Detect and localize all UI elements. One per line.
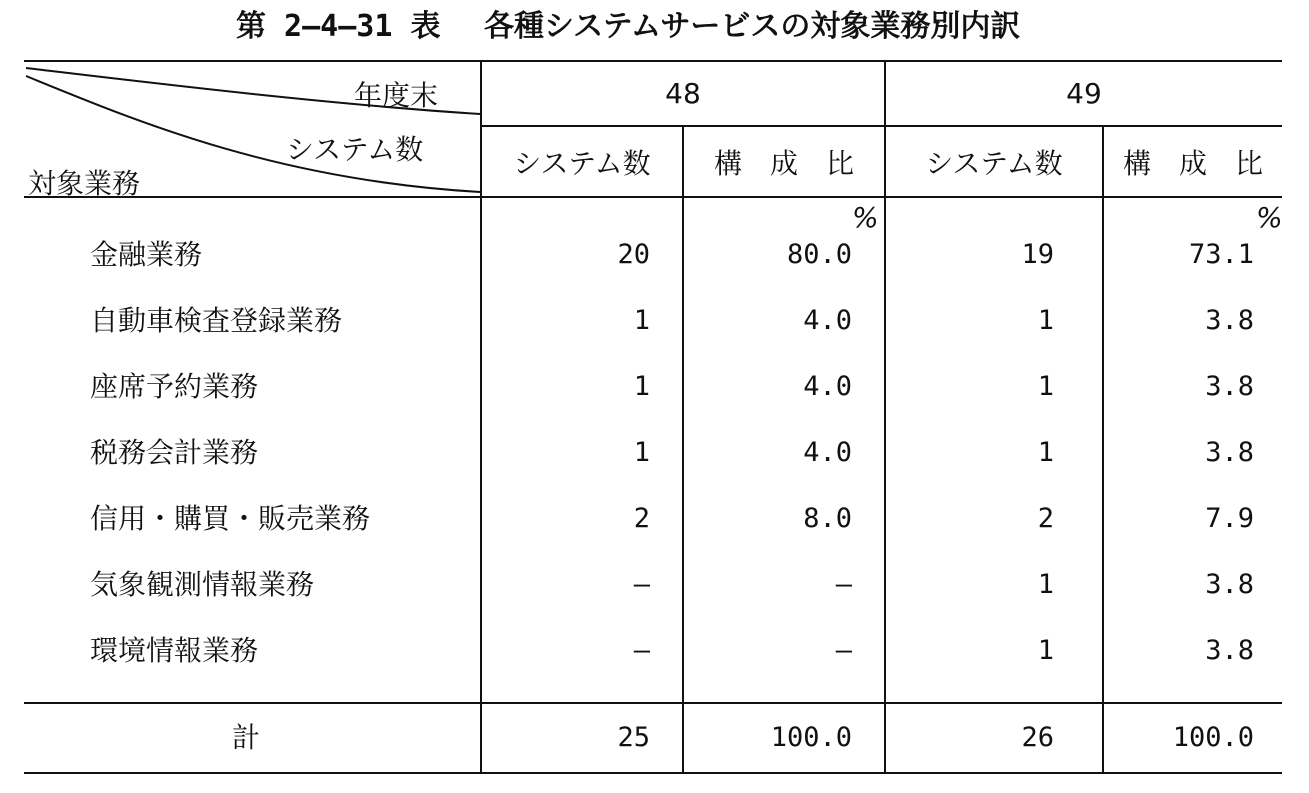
y49-count: 1: [1037, 635, 1054, 666]
y49-ratio: 7.9: [1205, 503, 1254, 534]
y48-ratio-header: 構 成 比: [713, 147, 854, 180]
y49-count: 1: [1037, 437, 1054, 468]
table-caption: 各種システムサービスの対象業務別内訳: [484, 9, 1021, 44]
y48-count: —: [633, 569, 650, 600]
row-label: 座席予約業務: [90, 370, 259, 403]
y49-ratio: 73.1: [1188, 239, 1254, 270]
corner-system-label: システム数: [286, 133, 424, 166]
year-49-header: 49: [1066, 77, 1102, 110]
y49-percent-unit: %: [1256, 201, 1283, 234]
y49-ratio-header: 構 成 比: [1122, 147, 1263, 180]
row-label: 信用・購買・販売業務: [90, 502, 371, 535]
y49-count: 1: [1037, 569, 1054, 600]
y48-total-count: 25: [617, 722, 650, 753]
y48-ratio: 80.0: [786, 239, 852, 270]
y48-total-ratio: 100.0: [770, 722, 852, 753]
y49-total-count: 26: [1021, 722, 1054, 753]
y49-count-header: システム数: [925, 147, 1063, 180]
data-table: [24, 60, 1282, 774]
y49-ratio: 3.8: [1205, 635, 1254, 666]
y48-ratio: 8.0: [803, 503, 852, 534]
table-number: 第 2—4—31 表: [236, 9, 441, 44]
y48-count: 1: [633, 371, 650, 402]
y49-ratio: 3.8: [1205, 305, 1254, 336]
y48-count: —: [633, 635, 650, 666]
y49-count: 1: [1037, 305, 1054, 336]
y48-ratio: 4.0: [803, 437, 852, 468]
y49-ratio: 3.8: [1205, 569, 1254, 600]
row-label: 気象観測情報業務: [90, 568, 315, 601]
row-label: 自動車検査登録業務: [90, 304, 343, 337]
y49-count: 19: [1021, 239, 1054, 270]
row-label: 税務会計業務: [90, 436, 259, 469]
row-label: 金融業務: [90, 238, 203, 271]
y48-count: 2: [633, 503, 650, 534]
y48-percent-unit: %: [852, 201, 879, 234]
y48-ratio: 4.0: [803, 305, 852, 336]
y48-ratio: —: [835, 635, 852, 666]
year-48-header: 48: [665, 77, 701, 110]
year-header-rule: [482, 125, 1282, 127]
y48-count: 1: [633, 437, 650, 468]
y49-ratio: 3.8: [1205, 371, 1254, 402]
y48-ratio: 4.0: [803, 371, 852, 402]
y48-ratio: —: [835, 569, 852, 600]
y49-ratio: 3.8: [1205, 437, 1254, 468]
row-label: 環境情報業務: [90, 634, 259, 667]
total-top-rule: [24, 702, 1282, 704]
y49-count: 2: [1037, 503, 1054, 534]
y49-total-ratio: 100.0: [1172, 722, 1254, 753]
corner-year-label: 年度末: [354, 79, 439, 112]
total-label: 計: [232, 721, 261, 754]
bottom-rule: [24, 772, 1282, 774]
y49-count: 1: [1037, 371, 1054, 402]
corner-row-label: 対象業務: [28, 167, 141, 200]
table-title: [0, 2, 1309, 52]
y48-count: 20: [617, 239, 650, 270]
y48-count: 1: [633, 305, 650, 336]
y48-count-header: システム数: [513, 147, 651, 180]
